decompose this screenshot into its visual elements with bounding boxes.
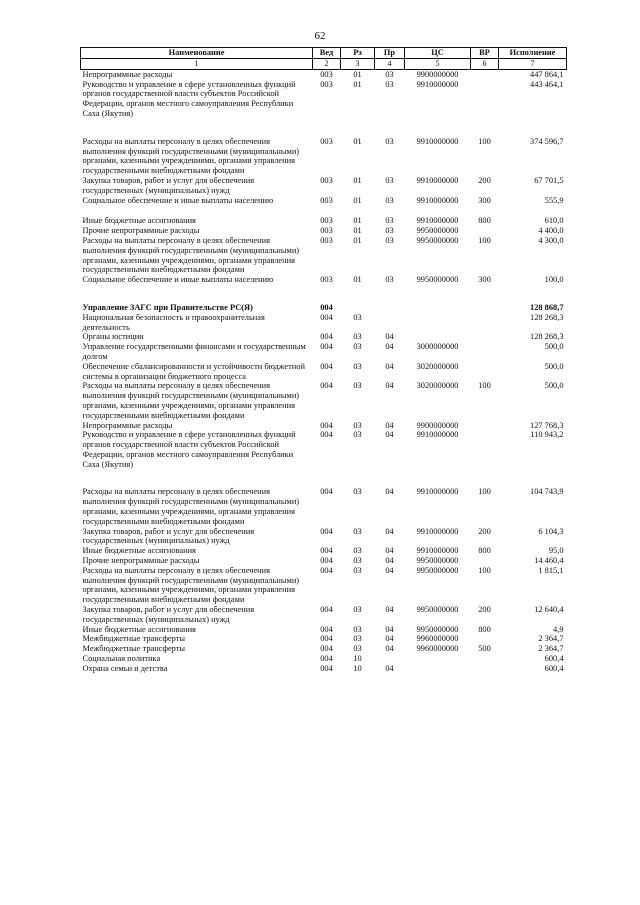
header-name: Наименование	[81, 48, 313, 59]
row-name: Непрограммные расходы	[82, 420, 173, 430]
table-row	[81, 634, 567, 644]
row-name: Закупка товаров, работ и услуг для обеспечения государственных (муниципальных) нужд	[82, 175, 255, 195]
table-row	[81, 546, 567, 556]
row-amount: 610,0	[544, 216, 564, 226]
row-rz: 10	[353, 654, 362, 664]
row-pr: 04	[385, 361, 394, 371]
row-amount: 500,0	[544, 342, 564, 352]
row-vr: 500	[478, 644, 491, 654]
row-name: Национальная безопасность и правоохранительная деятельность	[82, 312, 265, 332]
row-vr	[471, 80, 499, 119]
row-rz: 01	[353, 175, 362, 185]
column-number: 2	[313, 59, 341, 70]
row-vr: 200	[478, 526, 491, 536]
row-vr: 200	[478, 175, 491, 185]
row-amount: 2 364,7	[538, 634, 564, 644]
row-name: Охрана семьи и детства	[82, 663, 168, 673]
row-cs: 9910000000	[416, 546, 459, 556]
row-rz: 01	[353, 136, 362, 146]
table-row	[81, 625, 567, 635]
row-vr	[471, 634, 499, 644]
header-pr: Пр	[375, 48, 405, 59]
row-cs: 9950000000	[416, 235, 459, 245]
row-name: Закупка товаров, работ и услуг для обеспечения государственных (муниципальных) нужд	[82, 526, 255, 546]
row-pr: 04	[385, 526, 394, 536]
row-spacer	[81, 205, 567, 216]
row-pr	[375, 313, 405, 333]
row-name: Руководство и управление в сфере установленных функций органов государственной власти субъектов Российской Федерации, органов местного самоуправления Республики Саха (Якутия)	[82, 79, 296, 118]
row-rz: 01	[353, 226, 362, 236]
row-pr: 04	[385, 342, 394, 352]
row-pr: 04	[385, 663, 394, 673]
row-vr: 100	[478, 487, 491, 497]
row-cs: 9910000000	[416, 430, 459, 440]
row-vr: 800	[478, 624, 491, 634]
row-name: Управление государственными финансами и государственным долгом	[82, 342, 306, 361]
column-number: 7	[499, 59, 567, 70]
row-amount: 443 464,1	[530, 79, 564, 89]
row-amount: 4,9	[553, 624, 564, 634]
row-name: Расходы на выплаты персоналу в целях обеспечения выполнения функций государственными (муниципальными) органами, казенными учреждениями, органами управления государственными внебюджетными фондами	[82, 235, 300, 275]
row-ved: 004	[320, 546, 333, 556]
table-row	[81, 236, 567, 275]
row-rz: 01	[353, 235, 362, 245]
row-cs: 3020000000	[416, 381, 459, 391]
table-row	[81, 556, 567, 566]
row-cs: 9950000000	[416, 565, 459, 575]
row-cs: 3000000000	[416, 342, 459, 352]
row-cs	[405, 654, 471, 664]
row-vr	[471, 69, 499, 79]
row-name: Прочие непрограммные расходы	[82, 226, 200, 236]
row-name: Иные бюджетные ассигнования	[82, 216, 196, 226]
row-rz: 03	[353, 644, 362, 654]
row-name: Социальное обеспечение и иные выплаты населению	[82, 195, 274, 205]
header-vr: ВР	[471, 48, 499, 59]
row-cs: 9910000000	[416, 175, 459, 185]
row-cs: 9910000000	[416, 136, 459, 146]
row-cs: 9910000000	[416, 195, 459, 205]
row-name: Обеспечение сбалансированности и устойчивости бюджетной системы в организации бюджетного процесса	[82, 361, 305, 381]
row-amount: 4 300,0	[538, 235, 564, 245]
row-rz: 01	[353, 216, 362, 226]
row-ved: 004	[320, 565, 333, 575]
table-row	[81, 137, 567, 176]
row-name: Социальная политика	[82, 654, 161, 664]
table-row	[81, 487, 567, 526]
row-rz: 03	[353, 605, 362, 615]
row-amount: 4 400,0	[538, 226, 564, 236]
row-name: Закупка товаров, работ и услуг для обеспечения государственных (муниципальных) нужд	[82, 605, 255, 624]
row-pr: 04	[385, 605, 394, 615]
table-row	[81, 527, 567, 547]
row-pr: 03	[385, 175, 394, 185]
row-vr: 300	[478, 195, 491, 205]
row-amount: 14 460,4	[534, 556, 564, 566]
row-name: Расходы на выплаты персоналу в целях обеспечения выполнения функций государственными (муниципальными) органами, казенными учреждениями, органами управления государственными внебюджетными фондами	[82, 565, 300, 605]
table-body	[81, 69, 567, 673]
row-cs: 9910000000	[416, 216, 459, 226]
table-row	[81, 566, 567, 605]
table-row	[81, 654, 567, 664]
row-ved: 003	[320, 69, 333, 79]
column-number: 6	[471, 59, 499, 70]
row-ved: 003	[320, 226, 333, 236]
table-row	[81, 605, 567, 625]
row-cs	[405, 303, 471, 313]
row-rz: 03	[353, 430, 362, 440]
row-ved: 003	[320, 79, 333, 89]
row-rz: 10	[353, 663, 362, 673]
row-rz: 03	[353, 487, 362, 497]
table-row	[81, 196, 567, 206]
row-vr	[471, 226, 499, 236]
row-rz: 03	[353, 624, 362, 634]
row-amount: 127 768,3	[530, 420, 564, 430]
row-rz: 03	[353, 526, 362, 536]
row-rz: 03	[353, 420, 362, 430]
row-rz	[341, 303, 375, 313]
row-name: Иные бюджетные ассигнования	[82, 624, 196, 634]
row-name: Расходы на выплаты персоналу в целях обеспечения выполнения функций государственными (муниципальными) органами, казенными учреждениями, органами управления государственными внебюджетными фондами	[82, 136, 300, 176]
row-name: Межбюджетные трансферты	[82, 634, 186, 644]
row-cs	[405, 332, 471, 342]
row-vr	[471, 313, 499, 333]
row-ved: 004	[320, 312, 333, 322]
row-amount: 447 864,1	[530, 69, 564, 79]
row-cs: 9950000000	[416, 605, 459, 615]
row-ved: 004	[320, 332, 333, 342]
row-cs	[405, 313, 471, 333]
table-row	[81, 362, 567, 382]
row-ved: 004	[320, 624, 333, 634]
row-rz: 03	[353, 312, 362, 322]
row-amount: 128 868,7	[530, 302, 564, 312]
row-spacer	[81, 469, 567, 487]
row-pr: 04	[385, 624, 394, 634]
row-cs: 9900000000	[416, 420, 459, 430]
row-amount: 110 943,2	[530, 430, 564, 440]
row-ved: 004	[320, 654, 333, 664]
row-vr	[471, 362, 499, 382]
row-ved: 004	[320, 663, 333, 673]
row-name: Межбюджетные трансферты	[82, 644, 186, 654]
row-pr: 03	[385, 275, 394, 285]
column-number: 4	[375, 59, 405, 70]
row-ved: 004	[320, 556, 333, 566]
row-ved: 003	[320, 275, 333, 285]
row-pr: 03	[385, 69, 394, 79]
row-pr: 03	[385, 226, 394, 236]
row-cs: 9960000000	[416, 644, 459, 654]
row-vr	[471, 654, 499, 664]
row-ved: 004	[320, 605, 333, 615]
page-number: 62	[314, 30, 326, 42]
table-row	[81, 80, 567, 119]
row-name: Непрограммные расходы	[82, 69, 173, 79]
row-pr: 04	[385, 420, 394, 430]
row-rz: 03	[353, 361, 362, 371]
table-row	[81, 342, 567, 362]
row-amount: 600,4	[544, 663, 564, 673]
row-rz: 01	[353, 79, 362, 89]
header-rz: Рз	[341, 48, 375, 59]
row-ved: 004	[320, 420, 333, 430]
row-vr	[471, 342, 499, 362]
row-amount: 500,0	[544, 361, 564, 371]
row-rz: 01	[353, 275, 362, 285]
table-row	[81, 421, 567, 431]
row-name: Расходы на выплаты персоналу в целях обеспечения выполнения функций государственными (муниципальными) органами, казенными учреждениями, органами управления государственными внебюджетными фондами	[82, 381, 300, 420]
row-pr: 04	[385, 546, 394, 556]
row-vr: 800	[478, 546, 491, 556]
row-amount: 128 268,3	[530, 332, 564, 342]
row-ved: 004	[320, 361, 333, 371]
row-ved: 004	[320, 526, 333, 536]
row-amount: 6 104,3	[538, 526, 564, 536]
row-cs: 9910000000	[416, 526, 459, 536]
row-rz: 03	[353, 342, 362, 352]
row-vr	[471, 421, 499, 431]
table-row	[81, 381, 567, 420]
row-rz: 03	[353, 381, 362, 391]
table-row	[81, 332, 567, 342]
row-rz: 03	[353, 634, 362, 644]
row-rz: 03	[353, 565, 362, 575]
row-pr: 04	[385, 332, 394, 342]
table-row	[81, 644, 567, 654]
row-pr: 04	[385, 430, 394, 440]
row-pr: 04	[385, 634, 394, 644]
row-ved: 003	[320, 136, 333, 146]
row-cs: 9910000000	[416, 79, 459, 89]
table-row	[81, 303, 567, 313]
row-cs: 9900000000	[416, 69, 459, 79]
table-row	[81, 226, 567, 236]
row-cs: 9950000000	[416, 275, 459, 285]
table-header-row	[81, 48, 567, 59]
budget-table	[80, 47, 567, 674]
row-name: Управление ЗАГС при Правительстве РС(Я)	[82, 302, 253, 312]
row-vr	[471, 303, 499, 313]
row-ved: 004	[320, 487, 333, 497]
row-name: Органы юстиции	[82, 332, 144, 342]
row-ved: 003	[320, 195, 333, 205]
row-pr: 04	[385, 381, 394, 391]
row-rz: 03	[353, 556, 362, 566]
row-pr: 04	[385, 556, 394, 566]
table-row	[81, 216, 567, 226]
column-number-row	[81, 59, 567, 70]
table-row	[81, 313, 567, 333]
table-row	[81, 664, 567, 674]
row-vr: 100	[478, 235, 491, 245]
row-spacer	[81, 285, 567, 303]
row-name: Расходы на выплаты персоналу в целях обеспечения выполнения функций государственными (муниципальными) органами, казенными учреждениями, органами управления государственными внебюджетными фондами	[82, 487, 300, 526]
table-row	[81, 430, 567, 469]
row-vr	[471, 556, 499, 566]
row-ved: 003	[320, 235, 333, 245]
row-vr: 800	[478, 216, 491, 226]
row-pr: 03	[385, 79, 394, 89]
row-pr	[375, 303, 405, 313]
row-pr: 03	[385, 136, 394, 146]
row-pr	[375, 654, 405, 664]
row-vr: 100	[478, 381, 491, 391]
row-cs: 9910000000	[416, 487, 459, 497]
row-amount: 2 364,7	[538, 644, 564, 654]
row-amount: 1 815,1	[538, 565, 564, 575]
column-number: 5	[405, 59, 471, 70]
row-vr: 200	[478, 605, 491, 615]
row-pr: 03	[385, 235, 394, 245]
row-ved: 004	[320, 634, 333, 644]
header-ved: Вед	[313, 48, 341, 59]
row-amount: 500,0	[544, 381, 564, 391]
table-row	[81, 275, 567, 285]
row-ved: 003	[320, 216, 333, 226]
row-amount: 12 640,4	[534, 605, 564, 615]
row-pr: 03	[385, 216, 394, 226]
row-cs: 9950000000	[416, 624, 459, 634]
row-vr	[471, 664, 499, 674]
row-cs: 9950000000	[416, 556, 459, 566]
row-amount: 128 268,3	[530, 312, 564, 322]
row-amount: 104 743,9	[530, 487, 564, 497]
row-cs: 9950000000	[416, 226, 459, 236]
row-pr: 04	[385, 644, 394, 654]
row-vr: 100	[478, 136, 491, 146]
row-ved: 003	[320, 175, 333, 185]
row-cs: 3020000000	[416, 361, 459, 371]
row-ved: 004	[320, 342, 333, 352]
row-amount: 374 596,7	[530, 136, 564, 146]
column-number: 1	[81, 59, 313, 70]
row-amount: 95,0	[548, 546, 564, 556]
row-rz: 03	[353, 546, 362, 556]
row-name: Прочие непрограммные расходы	[82, 556, 200, 566]
header-amount: Исполнение	[499, 48, 567, 59]
row-rz: 01	[353, 195, 362, 205]
row-vr	[471, 430, 499, 469]
row-amount: 100,0	[544, 275, 564, 285]
row-amount: 600,4	[544, 654, 564, 664]
row-cs	[405, 664, 471, 674]
row-vr	[471, 332, 499, 342]
row-rz: 01	[353, 69, 362, 79]
table-row	[81, 176, 567, 196]
row-cs: 9960000000	[416, 634, 459, 644]
table-row	[81, 69, 567, 79]
row-pr: 03	[385, 195, 394, 205]
row-spacer	[81, 119, 567, 137]
row-amount: 67 701,5	[534, 175, 564, 185]
row-pr: 04	[385, 487, 394, 497]
row-rz: 03	[353, 332, 362, 342]
row-vr: 100	[478, 565, 491, 575]
row-pr: 04	[385, 565, 394, 575]
row-name: Руководство и управление в сфере установленных функций органов государственной власти субъектов Российской Федерации, органов местного самоуправления Республики Саха (Якутия)	[82, 430, 296, 469]
row-ved: 004	[320, 302, 333, 312]
row-vr: 300	[478, 275, 491, 285]
row-ved: 004	[320, 381, 333, 391]
row-ved: 004	[320, 644, 333, 654]
row-name: Иные бюджетные ассигнования	[82, 546, 196, 556]
header-cs: ЦС	[405, 48, 471, 59]
row-name: Социальное обеспечение и иные выплаты населению	[82, 275, 274, 285]
row-ved: 004	[320, 430, 333, 440]
row-amount: 555,9	[544, 195, 564, 205]
column-number: 3	[341, 59, 375, 70]
